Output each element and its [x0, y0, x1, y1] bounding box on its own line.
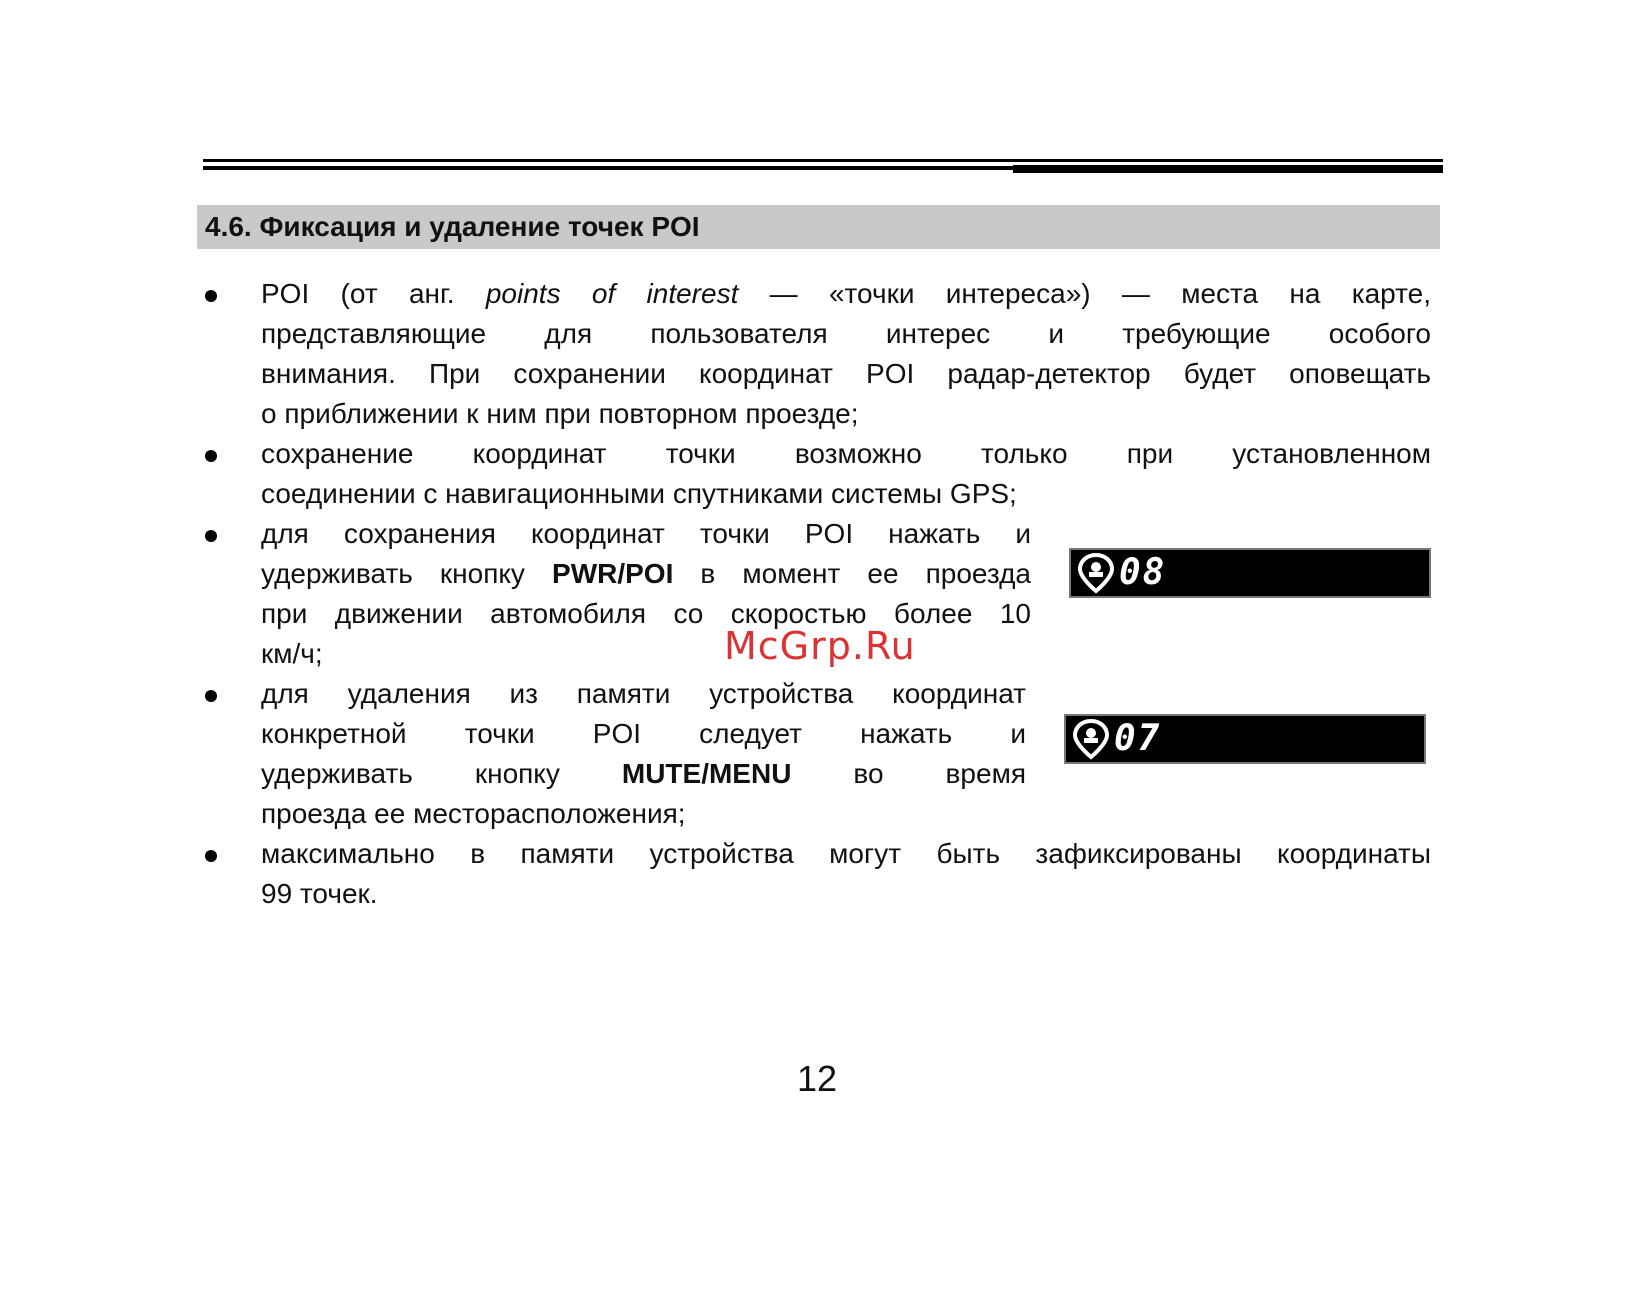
lcd-display-save — [1069, 548, 1431, 598]
bullet-1-line-2: представляющие для пользователя интерес и требующие особого — [261, 318, 1431, 349]
lcd-counter: 08 — [1119, 552, 1167, 593]
page-number: 12 — [797, 1058, 838, 1099]
bullet-dot — [205, 530, 217, 542]
bullet-4-line-3: удерживать кнопку MUTE/MENU во время — [261, 758, 1026, 789]
bullet-3-line-2: удерживать кнопку PWR/POI в момент ее проезда — [261, 558, 1031, 589]
bullet-4-text — [261, 674, 1026, 834]
bullet-1-line-3: внимания. При сохранении координат POI радар-детектор будет оповещать — [261, 358, 1431, 389]
header-rule-thick-right — [1013, 165, 1443, 173]
poi-pin-icon — [1072, 718, 1110, 760]
bullet-3-line-3: при движении автомобиля со скоростью более 10 — [261, 598, 1031, 629]
bullet-dot — [205, 850, 217, 862]
lcd-display-delete — [1064, 714, 1426, 764]
bullet-1-line-1: POI (от анг. points of interest — «точки интереса») — места на карте, — [261, 278, 1431, 309]
bullet-1-text — [261, 274, 1431, 434]
poi-pin-icon — [1077, 552, 1115, 594]
header-rule-thick-left — [203, 166, 1018, 170]
bullet-4-line-4: проезда ее месторасположения; — [261, 798, 686, 829]
section-heading: 4.6. Фиксация и удаление точек POI — [205, 211, 700, 242]
bullet-3-line-1: для сохранения координат точки POI нажать и — [261, 518, 1031, 549]
header-rule-thin — [203, 159, 1443, 162]
watermark: McGrp.Ru — [724, 624, 916, 668]
bullet-4-line-2: конкретной точки POI следует нажать и — [261, 718, 1026, 749]
bullet-dot — [205, 290, 217, 302]
bullet-dot — [205, 450, 217, 462]
section-heading-bar — [197, 205, 1440, 249]
bullet-5-line-2: 99 точек. — [261, 878, 378, 909]
lcd-counter: 07 — [1114, 718, 1162, 759]
bullet-2-text — [261, 434, 1431, 514]
bullet-5-text — [261, 834, 1431, 914]
bullet-5-line-1: максимально в памяти устройства могут быть зафиксированы координаты — [261, 838, 1431, 869]
bullet-2-line-2: соединении с навигационными спутниками системы GPS; — [261, 478, 1017, 509]
bullet-2-line-1: сохранение координат точки возможно только при установленном — [261, 438, 1431, 469]
bullet-1-line-4: о приближении к ним при повторном проезде; — [261, 398, 859, 429]
bullet-4-line-1: для удаления из памяти устройства координат — [261, 678, 1026, 709]
bullet-3-line-4: км/ч; — [261, 638, 323, 669]
bullet-dot — [205, 690, 217, 702]
